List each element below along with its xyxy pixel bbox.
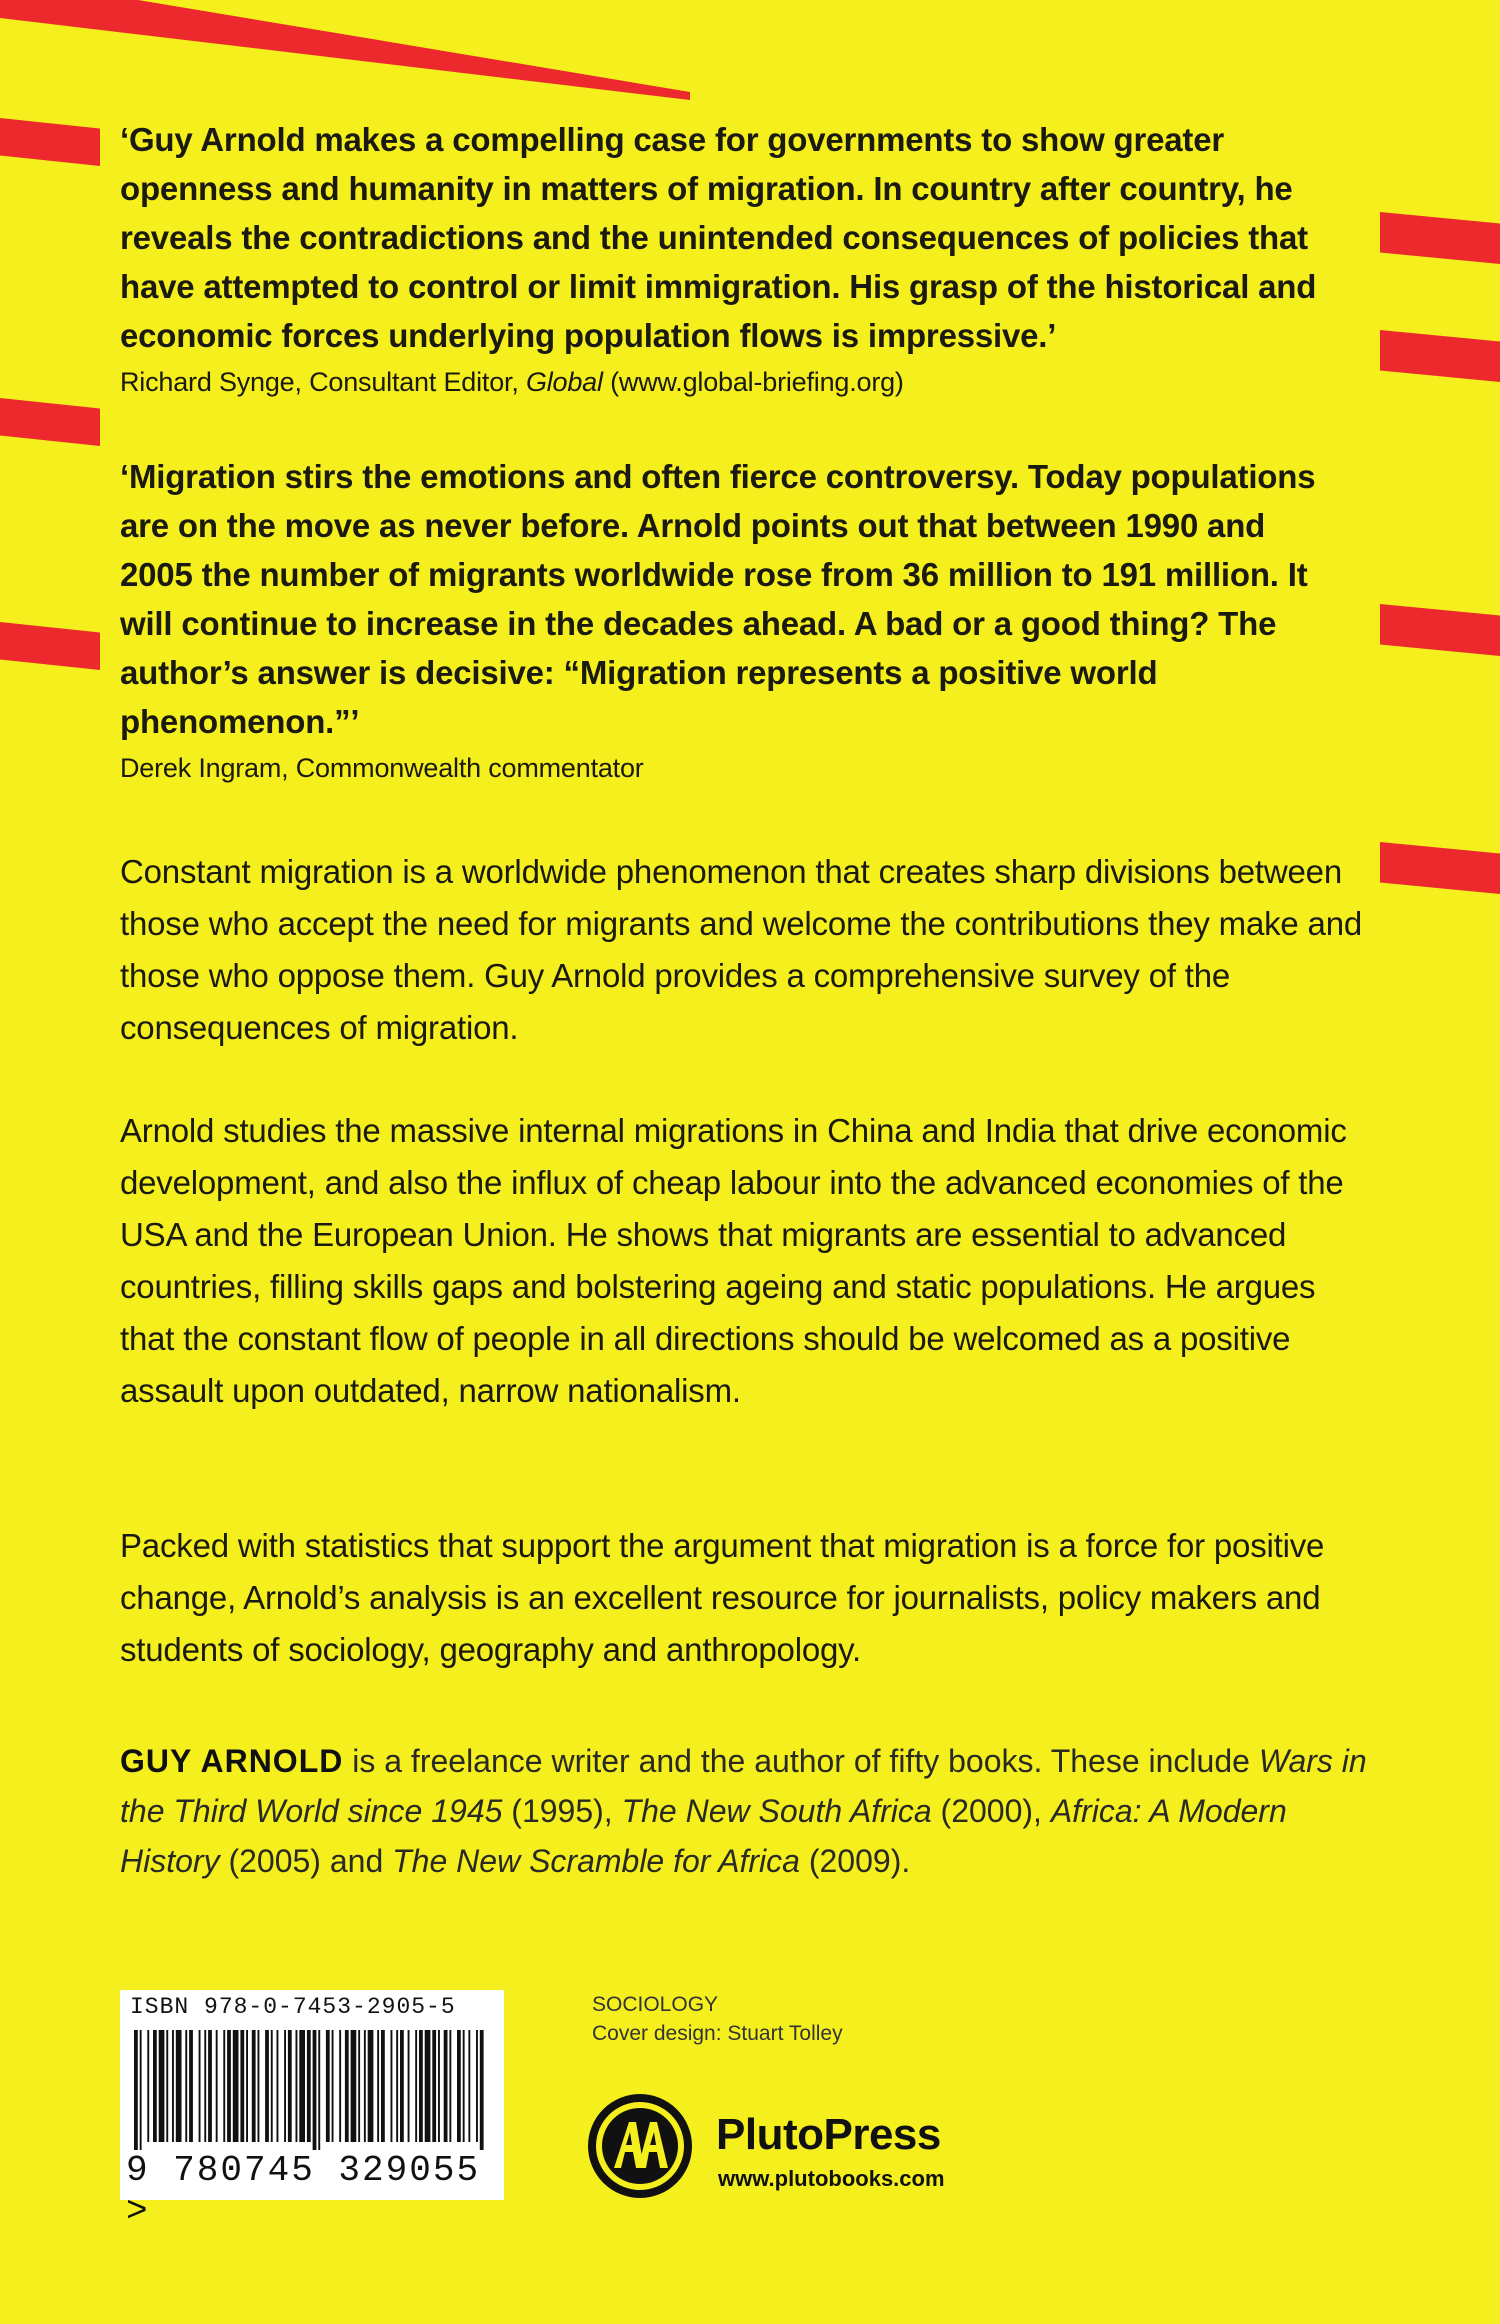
description-text-3: Packed with statistics that support the argument that migration is a force for positive change, Arnold’s analysis is an excellent resource for journalists, policy makers and students of sociology, geography and anthropology. xyxy=(120,1527,1325,1668)
review-quote-1 xyxy=(120,115,1340,402)
category-label: SOCIOLOGY xyxy=(592,1993,719,2016)
quote-2-attribution: Derek Ingram, Commonwealth commentator xyxy=(120,753,644,783)
book-title-1: Wars in the Third World since 1945 xyxy=(120,1743,1367,1829)
quote-1-attribution xyxy=(120,362,1340,402)
description-paragraph-2 xyxy=(120,1105,1370,1417)
red-stripe-right-3 xyxy=(1380,604,1500,656)
red-stripe-top xyxy=(0,0,690,100)
barcode-icon xyxy=(130,2030,494,2150)
pluto-press-logo-icon xyxy=(584,2090,696,2202)
cover-design-credit: Cover design: Stuart Tolley xyxy=(592,2022,843,2045)
author-bio xyxy=(120,1736,1380,1886)
description-paragraph-1 xyxy=(120,846,1370,1054)
publisher-name-part-2: Press xyxy=(823,2110,941,2159)
quote-1-attribution-prefix: Richard Synge, Consultant Editor, xyxy=(120,367,526,397)
red-stripe-right-4 xyxy=(1380,842,1500,894)
isbn-barcode xyxy=(120,1990,504,2232)
isbn-label: ISBN 978-0-7453-2905-5 xyxy=(130,1994,456,2020)
publisher-name-part-1: Pluto xyxy=(716,2110,824,2159)
book-title-4: The New Scramble for Africa xyxy=(392,1843,800,1879)
red-stripe-right-1 xyxy=(1380,212,1500,264)
publisher-block xyxy=(584,2090,1024,2200)
quote-1-publication: Global xyxy=(525,367,603,397)
bio-intro: is a freelance writer and the author of fifty books. These include xyxy=(343,1743,1259,1779)
book-meta xyxy=(592,1990,843,2048)
author-bio-text xyxy=(120,1736,1380,1886)
book-year-2: (2000), xyxy=(931,1793,1051,1829)
author-name: GUY ARNOLD xyxy=(120,1743,344,1779)
quote-1-text: ‘Guy Arnold makes a compelling case for governments to show greater openness and humanity in matters of migration. In country after country, he reveals the contradictions and the unintended consequences of policies that have attempted to control or limit immigration. His grasp of the historical and economic forces underlying population flows is impressive.’ xyxy=(120,121,1317,354)
description-paragraph-3 xyxy=(120,1520,1370,1676)
book-year-3: (2005) and xyxy=(219,1843,393,1879)
isbn-digits: 9 780745 329055 > xyxy=(126,2150,481,2232)
red-stripe-left-2 xyxy=(0,398,100,446)
red-stripe-left-3 xyxy=(0,622,100,670)
red-stripe-left-1 xyxy=(0,118,100,166)
red-stripe-right-2 xyxy=(1380,330,1500,382)
book-title-2: The New South Africa xyxy=(621,1793,932,1829)
book-year-1: (1995), xyxy=(502,1793,622,1829)
book-title-3: Africa: A Modern History xyxy=(120,1793,1287,1879)
description-text-1: Constant migration is a worldwide phenomenon that creates sharp divisions between those who accept the need for migrants and welcome the contributions they make and those who oppose them. Guy Arnold provides a comprehensive survey of the consequences of migration. xyxy=(120,853,1362,1046)
publisher-url[interactable]: www.plutobooks.com xyxy=(718,2166,945,2191)
quote-2-text: ‘Migration stirs the emotions and often fierce controversy. Today populations are on the move as never before. Arnold points out that between 1990 and 2005 the number of migrants worldwide rose from 36 million to 191 million. It will continue to increase in the decades ahead. A bad or a good thing? The author’s answer is decisive: “Migration represents a positive world phenomenon.”’ xyxy=(120,458,1316,740)
quote-1-attribution-suffix: (www.global-briefing.org) xyxy=(602,367,904,397)
book-year-4: (2009). xyxy=(799,1843,911,1879)
review-quote-2 xyxy=(120,452,1340,788)
publisher-name xyxy=(716,2110,941,2160)
description-text-2: Arnold studies the massive internal migrations in China and India that drive economic development, and also the influx of cheap labour into the advanced economies of the USA and the European Union. He shows that migrants are essential to advanced countries, filling skills gaps and bolstering ageing and static populations. He argues that the constant flow of people in all directions should be welcomed as a positive assault upon outdated, narrow nationalism. xyxy=(120,1112,1347,1409)
